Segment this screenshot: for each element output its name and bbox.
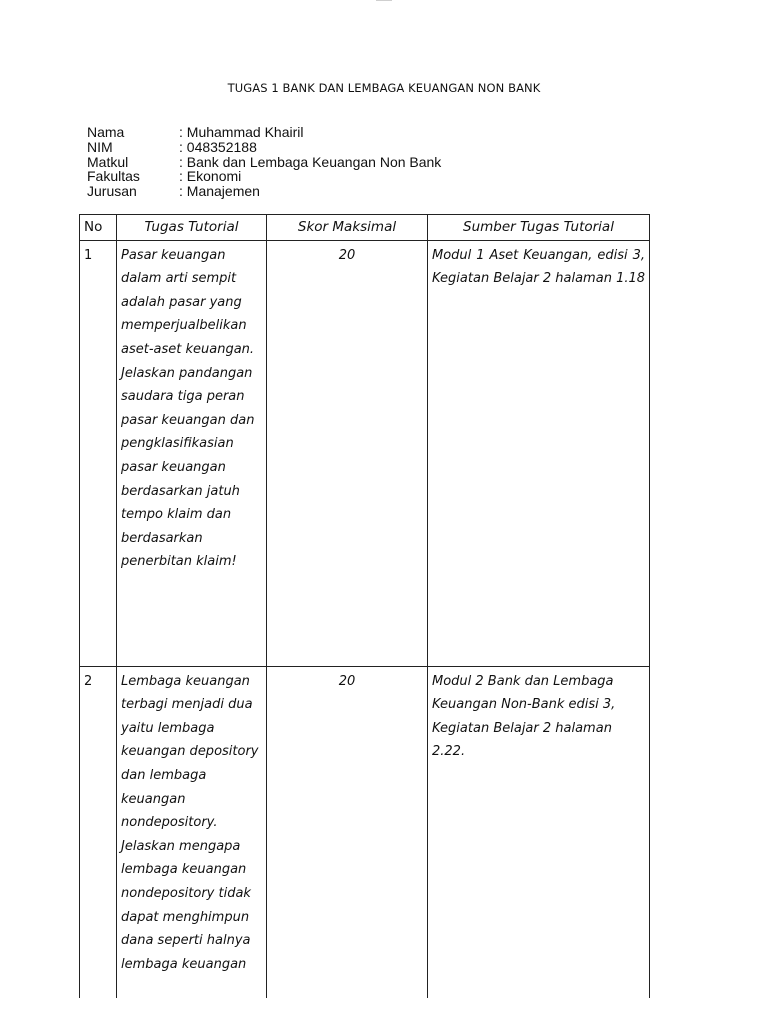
task-text: Lembaga keuangan terbagi menjadi dua yaitu lembaga keuangan depository dan lembaga keuangan nondepository. Jelaskan mengapa lembaga keuangan nondepository tidak dapat menghimpun dana seperti halnya lembaga keuangan: [117, 666, 267, 998]
info-label: Jurusan: [87, 183, 137, 200]
table-row: [80, 240, 650, 666]
info-row-nama: [87, 125, 441, 140]
document-title: TUGAS 1 BANK DAN LEMBAGA KEUANGAN NON BANK: [227, 81, 541, 95]
info-row-fakultas: [87, 169, 441, 184]
task-text: Pasar keuangan dalam arti sempit adalah pasar yang memperjualbelikan aset-aset keuangan. Jelaskan pandangan saudara tiga peran pasar keuangan dan pengklasifikasian pasar keuangan berdasarkan jatuh tempo klaim dan berdasarkan penerbitan klaim!: [117, 240, 267, 666]
info-label: NIM: [87, 138, 113, 155]
info-value: : Muhammad Khairil: [179, 125, 304, 140]
info-row-matkul: [87, 155, 441, 170]
column-header-source: Sumber Tugas Tutorial: [428, 215, 650, 241]
info-label: Nama: [87, 124, 125, 140]
max-score: 20: [267, 240, 428, 666]
info-value: : Ekonomi: [179, 169, 241, 184]
student-info: [87, 125, 441, 199]
info-value: : 048352188: [179, 140, 257, 155]
task-source: Modul 2 Bank dan Lembaga Keuangan Non-Bank edisi 3, Kegiatan Belajar 2 halaman 2.22.: [428, 666, 650, 998]
column-header-score: Skor Maksimal: [267, 215, 428, 241]
row-number: 2: [80, 666, 117, 998]
column-header-task: Tugas Tutorial: [117, 215, 267, 241]
info-row-nim: [87, 140, 441, 155]
page-top-mark: [376, 0, 392, 1]
info-value: : Bank dan Lembaga Keuangan Non Bank: [179, 155, 441, 170]
task-table: [79, 214, 650, 998]
table-row: [80, 666, 650, 998]
table-header-row: [80, 215, 650, 241]
task-source: Modul 1 Aset Keuangan, edisi 3, Kegiatan Belajar 2 halaman 1.18: [428, 240, 650, 666]
info-label: Fakultas: [87, 168, 140, 185]
column-header-no: No: [80, 215, 117, 241]
max-score: 20: [267, 666, 428, 998]
row-number: 1: [80, 240, 117, 666]
info-row-jurusan: [87, 184, 441, 199]
info-value: : Manajemen: [179, 184, 260, 199]
info-label: Matkul: [87, 153, 129, 170]
